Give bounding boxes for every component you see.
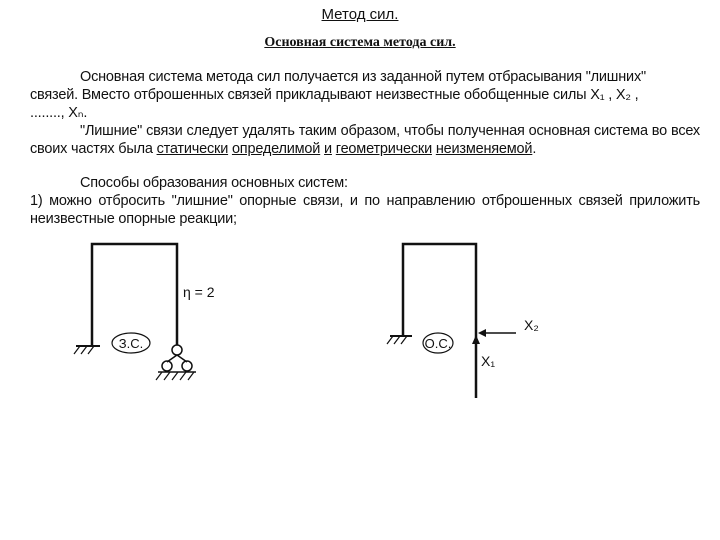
methods-heading: Способы образования основных систем:: [80, 175, 348, 191]
term-geometrically: геометрически: [335, 141, 432, 157]
para2-end: .: [532, 141, 537, 157]
basic-system-label: О.С.: [424, 336, 452, 351]
x2-label: X₂: [524, 317, 539, 333]
para1-line2: связей. Вместо отброшенных связей прикладывают неизвестные обобщенные силы X₁ , X₂ ,: [30, 87, 639, 103]
basic-system-diagram: [387, 244, 516, 398]
term-and: и: [324, 141, 332, 157]
para2-text: "Лишние" связи следует удалять таким образом, чтобы полученная основная система во всех своих частях была: [30, 123, 700, 157]
x1-force-arrowhead: [472, 335, 480, 344]
term-determinate: определимой: [231, 141, 321, 157]
given-system-label: З.С.: [118, 336, 144, 351]
redundancy-degree-label: η = 2: [183, 284, 215, 300]
given-system-diagram: [74, 244, 196, 380]
subtitle-text: Основная система метода сил.: [264, 35, 456, 50]
title-text: Метод сил.: [321, 6, 399, 23]
method-item-1: 1) можно отбросить "лишние" опорные связи, и по направлению отброшенных связей приложить неизвестные опорные реакции;: [30, 193, 700, 227]
term-invariable: неизменяемой: [435, 141, 533, 157]
para1-line1: Основная система метода сил получается из заданной путем отбрасывания "лишних": [80, 69, 646, 85]
para1-line3: ........, Xₙ.: [30, 105, 88, 121]
x1-label: X₁: [481, 353, 496, 369]
term-statically: статически: [156, 141, 229, 157]
